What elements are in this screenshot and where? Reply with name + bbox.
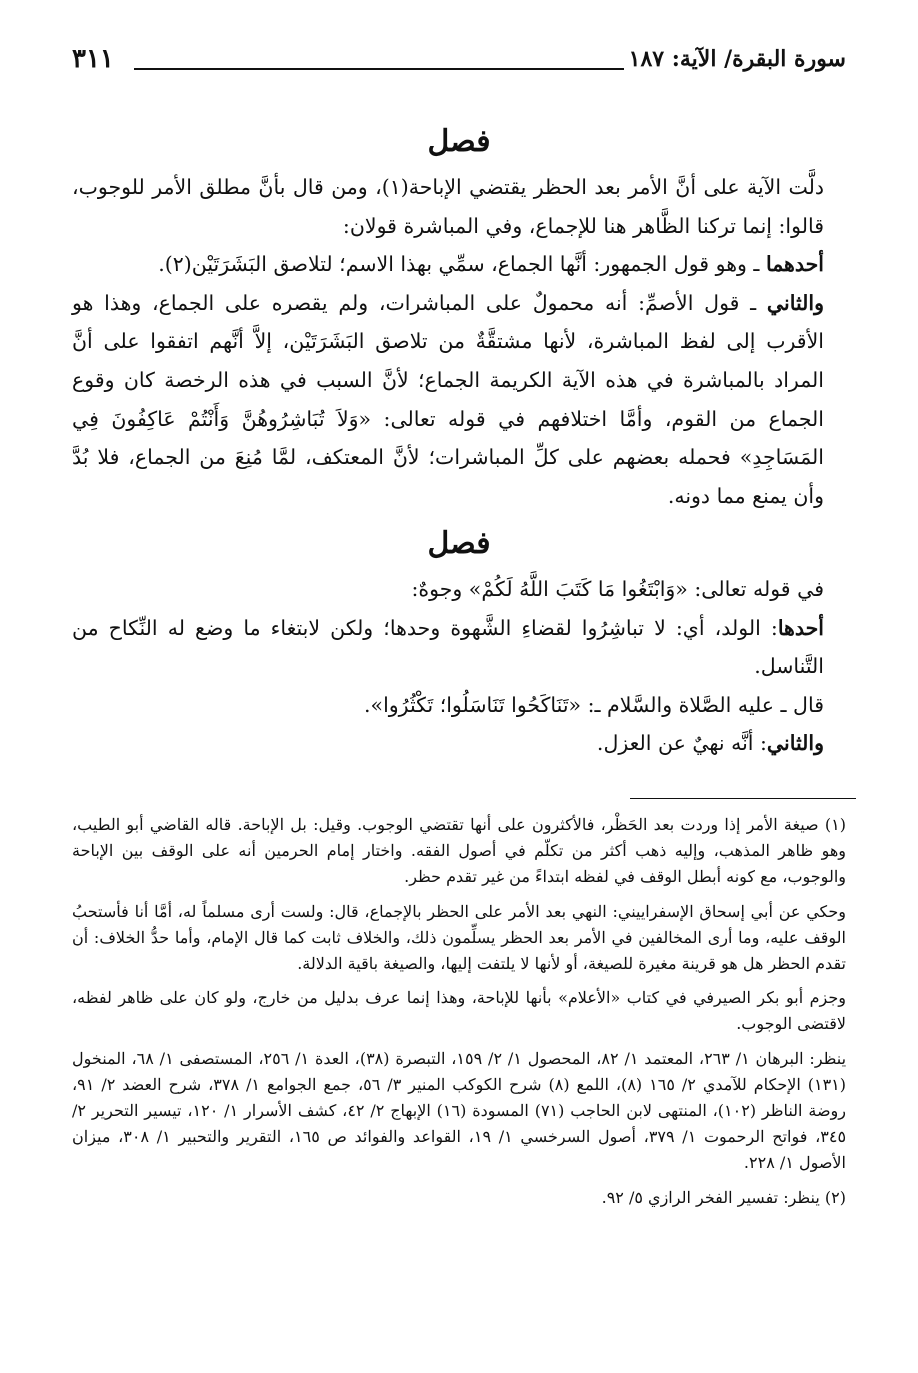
second-aspect-text: : أنَّه نهيٌ عن العزل.: [596, 731, 767, 756]
section-1-intro: دلَّت الآية على أنَّ الأمر بعد الحظر يقتضي الإباحة(١)، ومن قال بأنَّ مطلق الأمر للوجوب، قالوا: إنما تركنا الظَّاهر هنا للإجماع، وفي المباشرة قولان:: [72, 175, 824, 238]
paragraph-second-opinion: [72, 284, 846, 516]
first-aspect-label: أحدها: [777, 615, 824, 640]
hadith-quote: قال ـ عليه الصَّلاة والسَّلام ـ: «تَنَاكَحُوا تَنَاسَلُوا؛ تَكْثُرُوا».: [364, 692, 824, 717]
section-2-intro: في قوله تعالى: «وَابْتَغُوا مَا كَتَبَ اللَّهُ لَكُمْ» وجوهٌ:: [411, 577, 824, 601]
footnote-2: (٢) ينظر: تفسير الفخر الرازي ٥/ ٩٢.: [601, 1187, 846, 1207]
section-heading-1: فصل: [427, 124, 491, 159]
paragraph-first-aspect: [72, 609, 846, 686]
section-heading-2: فصل: [427, 526, 491, 561]
header-rule: [134, 68, 624, 70]
header-title: سورة البقرة/ الآية: ١٨٧: [628, 46, 846, 72]
second-opinion-text: ـ قول الأصمِّ: أنه محمولٌ على المباشرات، ولم يقصره على الجماع، وهذا هو الأقرب إلى لفظ المباشرة، لأنها مشتقَّةٌ من تلاصق البَشَرَتَيْن، إلاَّ أنَّهم اتفقوا على أنَّ المراد بالمباشرة في هذه الآية الكريمة الجماع؛ لأنَّ السبب في هذه الرخصة كان وقوع الجماع من القوم، وأمَّا اختلافهم في قوله تعالى: «وَلاَ تُبَاشِرُوهُنَّ وَأَنْتُمْ عَاكِفُونَ فِي المَسَاجِدِ» فحمله بعضهم على كلِّ المباشرات؛ لأنَّ المعتكف، لمَّا مُنِعَ من الجماع، فلا بُدَّ وأن يمنع مما دونه.: [72, 290, 824, 508]
footnote-1-part-3: وجزم أبو بكر الصيرفي في كتاب «الأعلام» بأنها للإباحة، وهذا إنما عرف بدليل من خارج، ولو كان على ظاهر لفظه، لاقتضى الوجوب.: [72, 988, 846, 1034]
first-opinion-text: ـ وهو قول الجمهور: أنَّها الجماع، سمِّي بهذا الاسم؛ لتلاصق البَشَرَتَيْن(٢).: [158, 252, 766, 277]
page-number: ٣١١: [72, 44, 114, 74]
footnote-1-references: ينظر: البرهان ١/ ٢٦٣، المعتمد ١/ ٨٢، المحصول ١/ ٢/ ١٥٩، التبصرة (٣٨)، العدة ١/ ٢٥٦، المستصفى ١/ ٦٨، المنخول (١٣١) الإحكام للآمدي ٢/ ١٦٥ (٨)، اللمع (٨) شرح الكوكب المنير ٣/ ٥٦، جمع الجوامع ١/ ٣٧٨، شرح العضد ٢/ ٩١، روضة الناظر (١٠٢)، المنتهى لابن الحاجب (٧١) المسودة (١٦) الإبهاج ٢/ ٤٢، كشف الأسرار ١/ ١٢٠، تيسير التحرير ٢/ ٣٤٥، فواتح الرحموت ١/ ٣٧٩، أصول السرخسي ١/ ١٩، القواعد والفوائد ص ١٦٥، التقرير والتحبير ١/ ٣٠٨، ميزان الأصول ١/ ٢٢٨.: [72, 1048, 847, 1173]
paragraph-second-aspect: [72, 724, 846, 763]
footnotes: [72, 812, 846, 1211]
paragraph-first-opinion: [72, 245, 846, 284]
footnote-separator: [630, 798, 856, 799]
section-1-body: [72, 168, 846, 515]
section-2-body: [72, 570, 846, 763]
footnote-1-part-2: وحكي عن أبي إسحاق الإسفراييني: النهي بعد الأمر على الحظر بالإجماع، قال: ولست أرى مسلماً له، أمَّا أنا فأستحبُ الوقف عليه، وما أرى المخالفين في الأمر بعد الحظر يسلِّمون ذلك، والخلاف ثابت كما قال الإمام، وأما حدُّ الخلاف: أن تقدم الحظر هل هو قرينة مغيرة للصيغة، أو لأنها لا يلتفت إليها، والصيغة باقية الدلالة.: [72, 901, 846, 974]
second-opinion-label: والثاني: [766, 290, 824, 315]
running-header: [72, 38, 846, 78]
first-opinion-label: أحدهما: [765, 252, 824, 277]
second-aspect-label: والثاني: [766, 731, 824, 756]
footnote-1-part-1: (١) صيغة الأمر إذا وردت بعد الحَظْر، فالأكثرون على أنها تقتضي الوجوب. وقيل: بل الإباحة. قاله القاضي أبو الطيب، وهو ظاهر المذهب، وإليه ذهب أكثر من تكلّم في أصول الفقه. واختار إمام الحرمين أنه على الوقف بين الإباحة والوجوب، مع كونه أبطل الوقف في لفظه ابتداءً من غير تقدم حظر.: [72, 815, 847, 887]
first-aspect-text: : الولد، أي: لا تباشِرُوا لقضاءِ الشَّهوة وحدها؛ ولكن لابتغاء ما وضع له النِّكاح من التَّناسل.: [72, 615, 824, 679]
